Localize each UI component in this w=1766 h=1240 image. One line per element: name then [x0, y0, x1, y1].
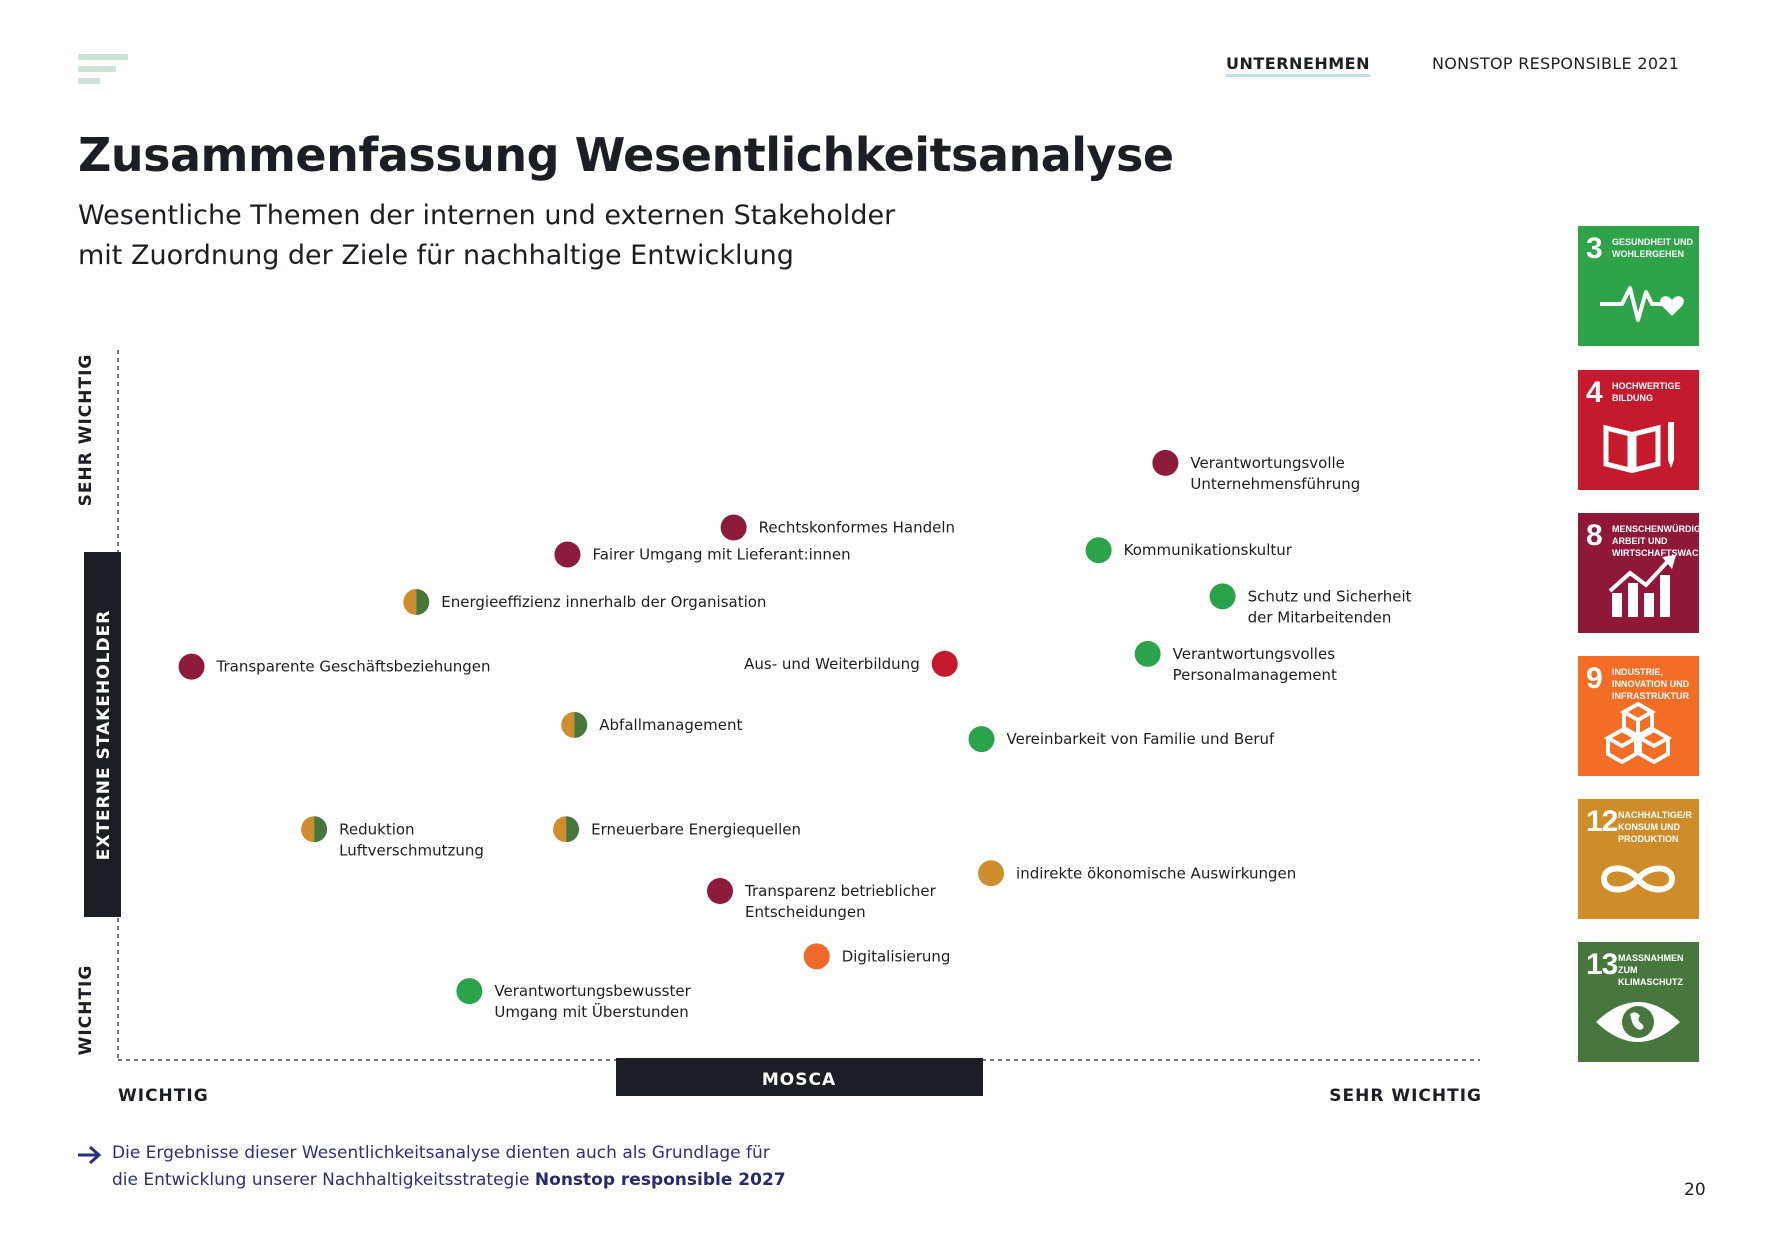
- header-section: UNTERNEHMEN: [1226, 54, 1370, 77]
- data-point-label: Erneuerbare Energiequellen: [591, 820, 802, 839]
- data-point: [1135, 641, 1337, 684]
- data-point-label: Abfallmanagement: [599, 715, 743, 734]
- footnote-line-2: [112, 1167, 786, 1194]
- data-point: [1152, 450, 1360, 493]
- data-point-label: Reduktion Luftverschmutzung: [339, 820, 484, 860]
- data-point: [553, 816, 801, 842]
- data-point: [721, 515, 955, 541]
- sdg-label: MASSNAHMEN ZUM KLIMASCHUTZ: [1618, 953, 1684, 987]
- data-point-label: Schutz und Sicherheit der Mitarbeitenden: [1247, 587, 1412, 627]
- subtitle-line-2: mit Zuordnung der Ziele für nachhaltige Entwicklung: [78, 240, 794, 271]
- data-point: [1086, 537, 1293, 563]
- data-point-label: Transparente Geschäftsbeziehungen: [216, 657, 491, 676]
- data-point: [1210, 583, 1412, 626]
- data-point: [804, 943, 951, 969]
- data-point-label: Verantwortungsbewusster Umgang mit Überstunden: [494, 982, 691, 1022]
- footnote-text: die Entwicklung unserer Nachhaltigkeitsstrategie: [112, 1170, 535, 1190]
- sdg-label: NACHHALTIGE/R KONSUM UND PRODUKTION: [1618, 810, 1692, 844]
- data-point: [969, 726, 1276, 752]
- data-point-label: Aus- und Weiterbildung: [744, 654, 920, 673]
- data-point: [179, 654, 491, 680]
- data-point: [978, 860, 1296, 886]
- sdg-number: 3: [1586, 232, 1602, 265]
- data-point: [554, 541, 850, 567]
- data-point: [301, 816, 484, 859]
- data-point-label: Verantwortungsvolles Personalmanagement: [1172, 644, 1337, 684]
- y-tick-high: SEHR WICHTIG: [76, 353, 96, 507]
- sdg-number: 9: [1586, 662, 1602, 695]
- data-point-label: Kommunikationskultur: [1123, 541, 1292, 560]
- sdg-3-tile: [1578, 226, 1699, 346]
- data-point-label: Transparenz betrieblicher Entscheidungen: [745, 882, 936, 922]
- data-point-label: Digitalisierung: [841, 947, 951, 966]
- sdg-label: GESUNDHEIT UND WOHLERGEHEN: [1612, 237, 1694, 259]
- x-tick-low: WICHTIG: [118, 1086, 209, 1106]
- data-point: [707, 878, 937, 921]
- subtitle-line-1: Wesentliche Themen der internen und externen Stakeholder: [78, 200, 896, 231]
- data-point-label: indirekte ökonomische Auswirkungen: [1016, 864, 1297, 883]
- data-point-label: Energieeffizienz innerhalb der Organisation: [441, 593, 767, 612]
- page-number: 20: [1684, 1180, 1706, 1200]
- sdg-number: 12: [1586, 805, 1618, 838]
- data-point-label: Fairer Umgang mit Lieferant:innen: [592, 545, 851, 564]
- x-tick-high: SEHR WICHTIG: [1329, 1086, 1482, 1106]
- sdg-12-tile: [1578, 799, 1699, 919]
- sdg-number: 4: [1586, 376, 1602, 409]
- data-point: [456, 978, 691, 1021]
- footnote-bold: Nonstop responsible 2027: [534, 1170, 786, 1190]
- x-axis-title: MOSCA: [761, 1070, 837, 1090]
- sdg-label: MENSCHENWÜRDIGE ARBEIT UND WIRTSCHAFTSWACHSTUM: [1612, 524, 1731, 558]
- data-point: [403, 589, 766, 615]
- sdg-9-tile: [1578, 656, 1699, 776]
- header-report: NONSTOP RESPONSIBLE 2021: [1432, 54, 1680, 73]
- data-point: [744, 651, 958, 677]
- footnote: [112, 1140, 786, 1194]
- data-points: [179, 450, 1412, 1021]
- sdg-13-tile: [1578, 942, 1699, 1062]
- sdg-label: INDUSTRIE, INNOVATION UND INFRASTRUKTUR: [1612, 667, 1690, 701]
- data-point-label: Vereinbarkeit von Familie und Beruf: [1006, 730, 1275, 749]
- sdg-number: 8: [1586, 519, 1602, 552]
- sdg-number: 13: [1586, 948, 1618, 981]
- data-point-label: Rechtskonformes Handeln: [758, 518, 956, 537]
- sdg-label: HOCHWERTIGE BILDUNG: [1612, 381, 1681, 403]
- y-tick-low: WICHTIG: [76, 964, 96, 1056]
- sdg-8-tile: [1578, 513, 1731, 633]
- footnote-line-1: Die Ergebnisse dieser Wesentlichkeitsanalyse dienten auch als Grundlage für: [112, 1143, 770, 1163]
- data-point: [561, 712, 742, 738]
- y-axis-title: EXTERNE STAKEHOLDER: [94, 609, 114, 861]
- arrow-right-icon: [76, 1145, 102, 1165]
- data-point-label: Verantwortungsvolle Unternehmensführung: [1190, 453, 1361, 493]
- sdg-4-tile: [1578, 370, 1699, 490]
- page-title: Zusammenfassung Wesentlichkeitsanalyse: [78, 128, 1174, 182]
